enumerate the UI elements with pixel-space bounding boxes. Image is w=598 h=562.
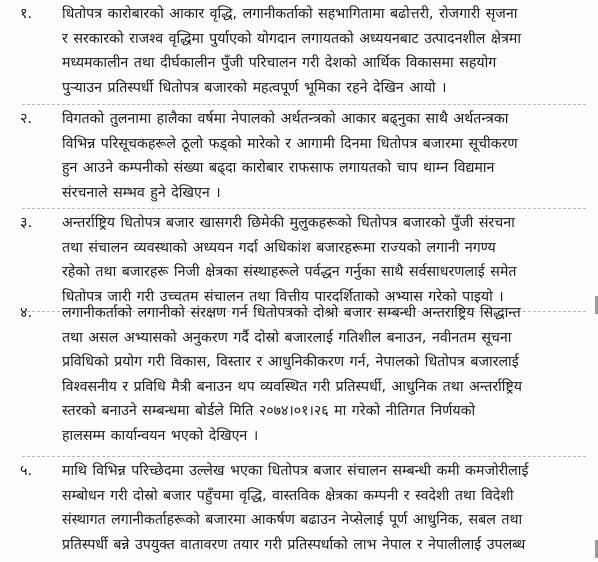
paragraph-3 <box>20 211 586 309</box>
paragraph-text <box>62 301 586 448</box>
text-line: विभिन्न परिसूचकहरूले ठूलो फड्को मारेको र आगामी दिनमा धितोपत्र बजारमा सूचीकरण <box>62 135 518 152</box>
paragraph-number: ५. <box>20 463 33 479</box>
paragraph-2 <box>20 107 586 205</box>
text-line: स्तरको बनाउने सम्बन्धमा बोर्डले मिति २०७४।०१।२६ मा गरेको नीतिगत निर्णयको <box>62 403 476 419</box>
text-line: संरचनाले सम्भव हुने देखिएन । <box>62 184 221 201</box>
paragraph-text <box>62 211 586 309</box>
text-line: धितोपत्र जारी गरी उच्चतम संचालन तथा वित्तीय पारदर्शिताको अभ्यास गरेको पाइयो । <box>62 288 504 305</box>
paragraph-4 <box>20 301 586 448</box>
paragraph-divider <box>22 104 586 105</box>
paragraph-number: ४. <box>20 305 33 321</box>
paragraph-divider <box>22 208 586 209</box>
text-line: तथा संचालन व्यवस्थाको अध्ययन गर्दा अधिकांश बजारहरूमा राज्यको लगानी नगण्य <box>62 239 496 256</box>
paragraph-text <box>62 107 586 205</box>
paragraph-text <box>62 459 586 557</box>
text-line: माथि विभिन्न परिच्छेदमा उल्लेख भएका धितोपत्र बजार संचालन सम्बन्धी कमी कमजोरीलाई <box>62 463 529 479</box>
text-line: संस्थागत लगानीकर्ताहरूको बजारमा आकर्षण बढाउन नेप्सेलाई पूर्ण आधुनिक, सबल तथा <box>62 512 523 528</box>
text-line: धितोपत्र कारोबारको आकार वृद्धि, लगानीकर्ताको सहभागितामा बढोत्तरी, रोजगारी सृजना <box>62 6 518 22</box>
paragraph-number: १. <box>20 6 33 22</box>
text-line: तथा असल अभ्यासको अनुकरण गर्दै दोस्रो बजारलाई गतिशील बनाउन, नवीनतम सूचना <box>62 329 512 346</box>
paragraph-5 <box>20 459 586 557</box>
text-line: र सरकारको राजश्व वृद्धिमा पुर्याएको योगदान लगायतको अध्ययनबाट उत्पादनशील क्षेत्रमा <box>62 30 522 47</box>
paragraph-divider <box>22 456 586 457</box>
paragraph-number: २. <box>20 111 33 127</box>
text-line: हालसम्म कार्यान्वयन भएको देखिएन । <box>62 427 259 444</box>
text-line: प्रतिस्पर्धी बन्ने उपयुक्त वातावरण तयार गरी प्रतिस्पर्धाको लाभ नेपाल र नेपालीलाई उपलब्ध <box>62 536 526 553</box>
text-line: लगानीकर्ताको लगानीको संरक्षण गर्न धितोपत्रको दोश्रो बजार सम्बन्धी अन्तराष्ट्रिय सिद्धान्त <box>62 305 521 321</box>
text-line: रहेको तथा बजारहरू निजी क्षेत्रका संस्थाहरूले पर्वद्धन गर्नुका साथै सर्वसाधरणलाई समेत <box>62 264 517 280</box>
text-line: पुऱ्याउन प्रतिस्पर्धी धितोपत्र बजारको महत्वपूर्ण भूमिका रहने देखिन आयो । <box>62 79 447 96</box>
text-line: सम्बोधन गरी दोस्रो बजार पहुँचमा वृद्धि, वास्तविक क्षेत्रका कम्पनी र स्वदेशी तथा विदेशी <box>62 487 514 504</box>
paragraph-1 <box>20 2 586 100</box>
paragraph-text <box>62 2 586 100</box>
text-line: प्रविधिको प्रयोग गरी विकास, विस्तार र आधुनिकीकरण गर्न, नेपालको धितोपत्र बजारलाई <box>62 354 519 370</box>
text-line: मध्यमकालीन तथा दीर्घकालीन पुँजी परिचालन गरी देशको आर्थिक विकासमा सहयोग <box>62 55 497 71</box>
paragraph-number: ३. <box>20 215 33 231</box>
text-line: हुन आउने कम्पनीको संख्या बढ्दा कारोबार राफसाफ लगायतको चाप थाम्न विद्यमान <box>62 160 495 176</box>
text-line: अन्तर्राष्ट्रिय धितोपत्र बजार खासगरी छिमेकी मुलुकहरूको धितोपत्र बजारको पुँजी संरचना <box>62 215 515 231</box>
text-line: विश्वसनीय र प्रविधि मैत्री बनाउन थप व्यवस्थित गरी प्रतिस्पर्धी, आधुनिक तथा अन्तर्राष्ट्रिय <box>62 378 522 395</box>
text-line: विगतको तुलनामा हालैका वर्षमा नेपालको अर्थतन्त्रको आकार बढ्नुका साथै अर्थतन्त्रका <box>62 111 509 127</box>
